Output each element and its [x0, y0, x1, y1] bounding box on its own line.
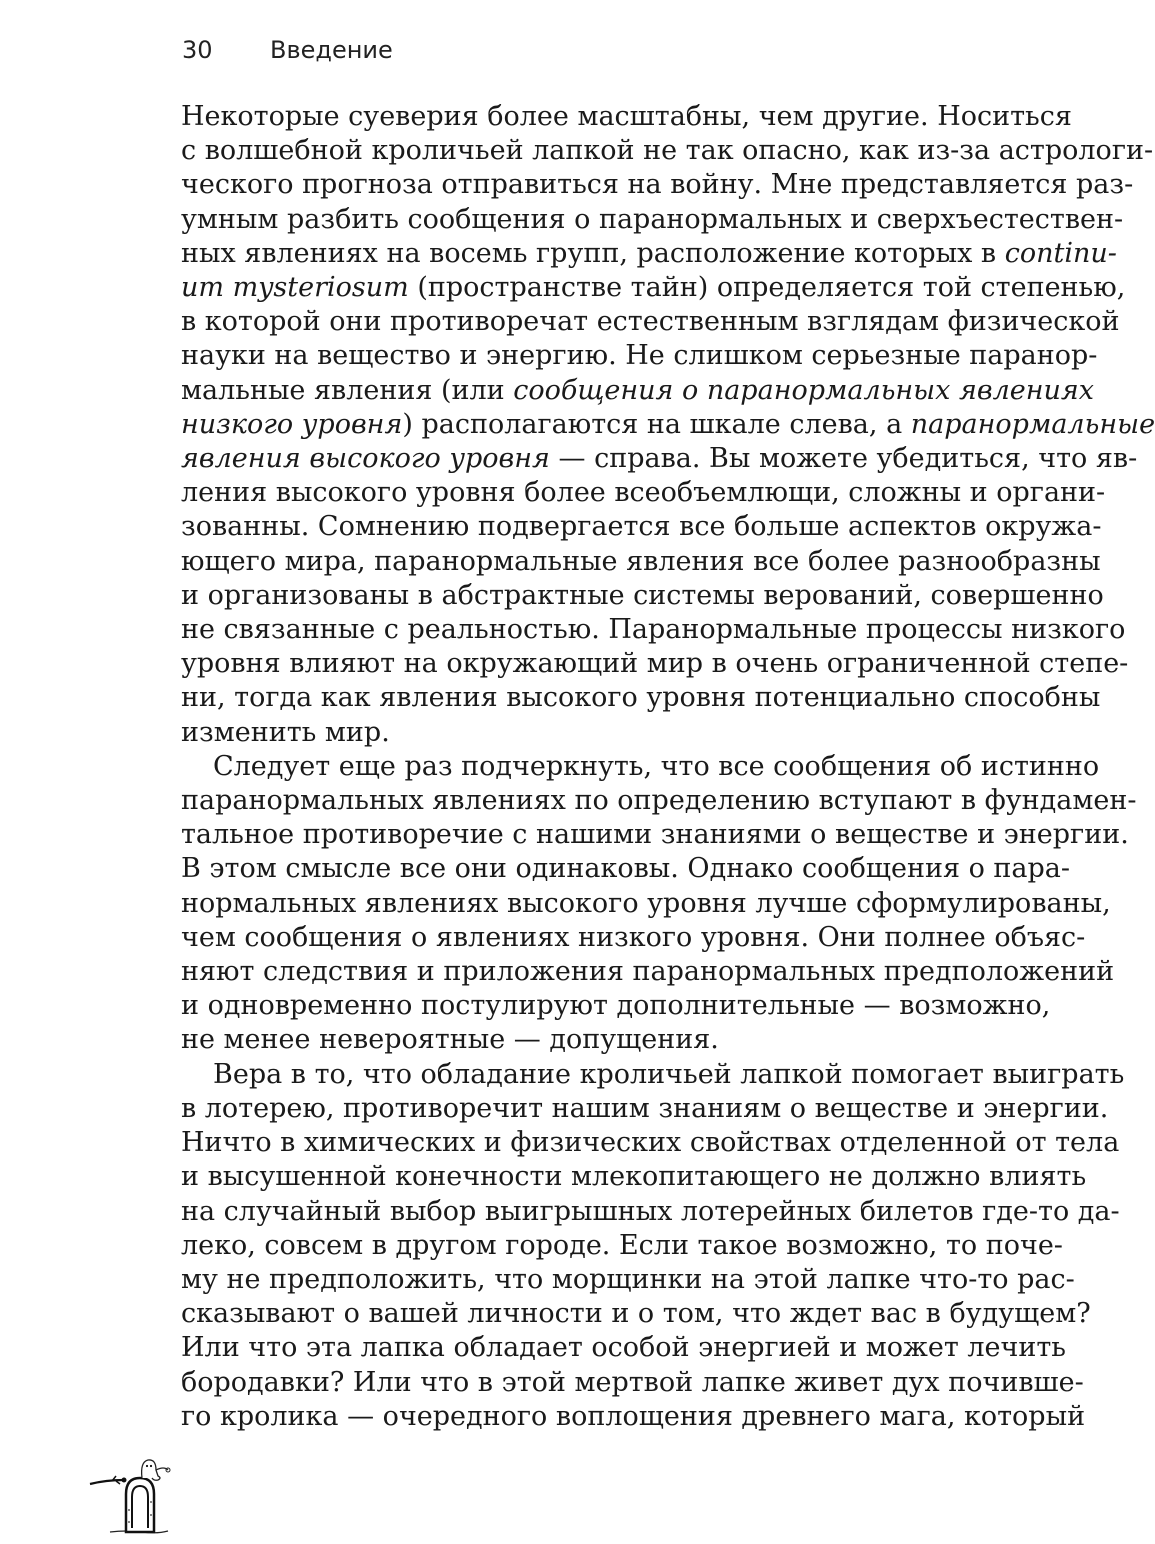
text-line [181, 374, 1095, 408]
section-title: Введение [270, 36, 393, 64]
text-run: му не предположить, что морщинки на этой лапке что-то рас- [181, 1263, 1075, 1295]
text-run: науки на вещество и энергию. Не слишком серьезные паранор- [181, 340, 1098, 372]
running-head [182, 36, 393, 64]
text-run: в лотерею, противоречит нашим знаниям о веществе и энергии. [181, 1092, 1109, 1124]
text-run: мальные явления (или [181, 374, 514, 406]
text-run: в которой они противоречат естественным взглядам физической [181, 306, 1120, 338]
text-run: ющего мира, паранормальные явления все более разнообразны [181, 545, 1101, 577]
text-run: нормальных явлениях высокого уровня лучше сформулированы, [181, 887, 1111, 919]
text-run: на случайный выбор выигрышных лотерейных билетов где-то да- [181, 1195, 1120, 1227]
text-run: уровня влияют на окружающий мир в очень ограниченной степе- [181, 648, 1129, 680]
text-line [181, 818, 1129, 852]
text-line [181, 1092, 1109, 1126]
text-run: — справа. Вы можете убедиться, что яв- [549, 443, 1138, 475]
text-run: ни, тогда как явления высокого уровня потенциально способны [181, 682, 1101, 714]
text-run: Или что эта лапка обладает особой энергией и может лечить [181, 1332, 1067, 1364]
text-line [181, 852, 1071, 886]
text-line [181, 1126, 1120, 1160]
text-run: ления высокого уровня более всеобъемлющи, сложны и органи- [181, 477, 1106, 509]
text-line [181, 1331, 1067, 1365]
text-line [181, 134, 1154, 168]
text-line [181, 1263, 1075, 1297]
text-run: изменить мир. [181, 716, 390, 748]
text-line [181, 339, 1098, 373]
text-run: Некоторые суеверия более масштабны, чем другие. Носиться [181, 101, 1072, 132]
text-run: чем сообщения о явлениях низкого уровня. Они полнее объяс- [181, 921, 1086, 953]
text-line [181, 784, 1137, 818]
text-line [181, 887, 1111, 921]
text-run: Ничто в химических и физических свойствах отделенной от тела [181, 1127, 1120, 1159]
text-line [181, 1160, 1087, 1194]
text-run: Вера в то, что обладание кроличьей лапкой помогает выиграть [213, 1058, 1125, 1090]
text-run: и одновременно постулируют дополнительные — возможно, [181, 990, 1051, 1022]
text-line [181, 271, 1126, 305]
text-line [181, 1297, 1091, 1331]
italic-run: continu- [1004, 237, 1117, 269]
paragraph-1 [181, 100, 1155, 750]
text-run: зованны. Сомнению подвергается все больше аспектов окружа- [181, 511, 1102, 543]
text-run: леко, совсем в другом городе. Если такое возможно, то поче- [181, 1229, 1063, 1261]
text-line [181, 989, 1051, 1023]
text-line [181, 1366, 1084, 1400]
text-line [181, 750, 1100, 784]
text-line [181, 1400, 1086, 1434]
text-line [181, 408, 1155, 442]
text-line [181, 305, 1120, 339]
text-line [181, 681, 1101, 715]
italic-run: um mysteriosum [181, 272, 409, 304]
text-run: няют следствия и приложения паранормальных предположений [181, 956, 1115, 988]
text-line [181, 237, 1117, 271]
text-line [181, 510, 1102, 544]
text-run: и высушенной конечности млекопитающего не должно влиять [181, 1161, 1087, 1193]
text-run: бородавки? Или что в этой мертвой лапке живет дух почивше- [181, 1366, 1084, 1398]
text-line [181, 1229, 1063, 1263]
italic-run: сообщения о паранормальных явлениях [513, 374, 1095, 406]
text-run: умным разбить сообщения о паранормальных и сверхъестествен- [181, 203, 1124, 235]
text-line [181, 203, 1124, 237]
text-run: паранормальных явлениях по определению вступают в фундамен- [181, 785, 1137, 817]
text-run: ных явлениях на восемь групп, расположение которых в [181, 237, 1005, 269]
body-text [181, 100, 1155, 1434]
text-line [181, 613, 1126, 647]
text-run: ческого прогноза отправиться на войну. Мне представляется раз- [181, 169, 1134, 201]
text-run: В этом смысле все они одинаковы. Однако сообщения о пара- [181, 853, 1071, 885]
italic-run: паранормальные [910, 408, 1155, 440]
text-line [181, 1058, 1125, 1092]
text-run: с волшебной кроличьей лапкой не так опасно, как из-за астрологи- [181, 135, 1154, 167]
italic-run: явления высокого уровня [181, 443, 550, 475]
text-run: и организованы в абстрактные системы верований, совершенно [181, 579, 1104, 611]
text-line [181, 647, 1129, 681]
text-line [181, 716, 996, 750]
text-line [181, 545, 1101, 579]
text-run: сказывают о вашей личности и о том, что ждет вас в будущем? [181, 1298, 1091, 1330]
text-line [181, 168, 1134, 202]
text-run: не менее невероятные — допущения. [181, 1024, 719, 1056]
text-run: тальное противоречие с нашими знаниями о веществе и энергии. [181, 819, 1129, 851]
text-run: го кролика — очередного воплощения древнего мага, который [181, 1400, 1086, 1432]
text-run: (пространстве тайн) определяется той степенью, [408, 272, 1126, 304]
text-line [181, 921, 1086, 955]
italic-run: низкого уровня [181, 408, 403, 440]
text-run: ) располагаются на шкале слева, а [402, 408, 911, 440]
text-line [181, 1023, 996, 1057]
ghost-tombstone-icon [82, 1440, 182, 1540]
text-line [181, 955, 1115, 989]
text-run: Следует еще раз подчеркнуть, что все сообщения об истинно [213, 750, 1100, 782]
page-number: 30 [182, 36, 213, 64]
text-line [181, 476, 1106, 510]
text-run: не связанные с реальностью. Паранормальные процессы низкого [181, 614, 1126, 646]
text-line [181, 100, 1072, 134]
paragraph-3 [181, 1058, 1125, 1434]
text-line [181, 442, 1138, 476]
text-line [181, 1195, 1120, 1229]
text-line [181, 579, 1104, 613]
paragraph-2 [181, 750, 1137, 1058]
